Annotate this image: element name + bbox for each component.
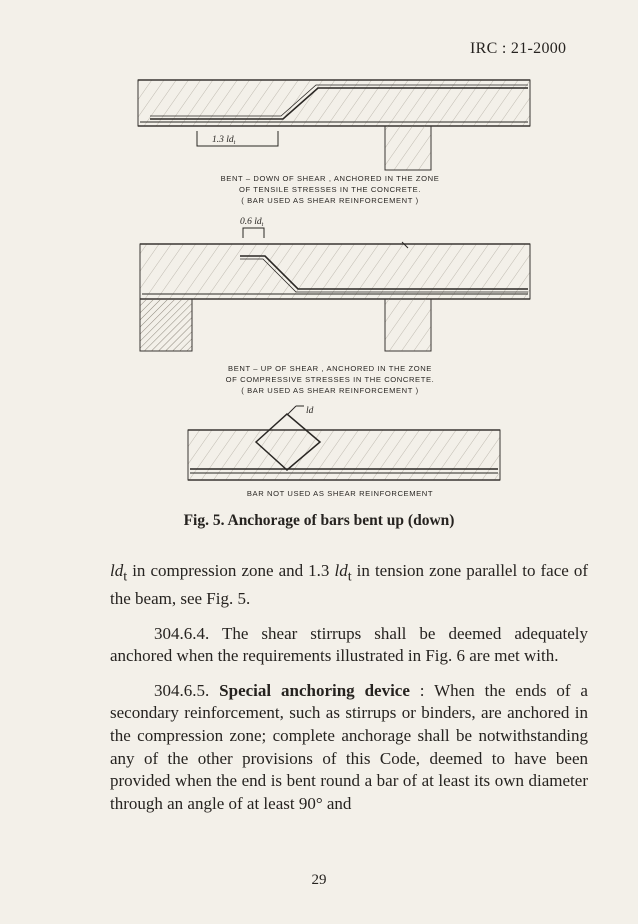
paragraph-1: $ld_t$ in compression zone and 1.3 $ld_t$ in tension zone parallel to face of the beam, see Fig. 5. bbox=[110, 561, 588, 608]
figure-title: Fig. 5. Anchorage of bars bent up (down) bbox=[183, 512, 455, 529]
caption-diagram-2: BENT – UP OF SHEAR , ANCHORED IN THE ZONE OF COMPRESSIVE STRESSES IN THE CONCRETE. ( BAR USED AS SHEAR REINFORCEMENT ) bbox=[225, 364, 435, 395]
dim-bracket-1 bbox=[197, 131, 278, 146]
paragraph-304-6-5: 304.6.5. Special anchoring device : When the ends of a secondary reinforcement, such as stirrups or binders, are anchored in the compression zone; complete anchorage shall be notwithstanding any of the other provisions of this Code, deemed to have been provided when the end is bent round a bar of at least its own diameter through an angle of at least 90° and bbox=[110, 680, 588, 813]
diagram-bent-up bbox=[140, 217, 530, 351]
diagram-not-shear bbox=[188, 406, 500, 480]
caption-diagram-3: BAR NOT USED AS SHEAR REINFORCEMENT bbox=[246, 489, 434, 498]
paragraph-304-6-4: 304.6.4. The shear stirrups shall be deemed adequately anchored when the requirements illustrated in Fig. 6 are met with. bbox=[110, 623, 588, 666]
body-text bbox=[110, 560, 588, 827]
dim-label-2: 0.6 ld bbox=[240, 217, 262, 227]
diagram-bent-down bbox=[138, 80, 530, 170]
beam-2 bbox=[140, 244, 530, 299]
support-2-left bbox=[140, 299, 192, 351]
dim-bracket-2 bbox=[243, 228, 264, 238]
support-1 bbox=[385, 126, 431, 170]
svg-text:0.6 ldt: 0.6 $ld_t$ bbox=[240, 217, 264, 228]
dim-label-1: 1.3 ld bbox=[212, 135, 234, 145]
svg-text:1.3 ldt: 1.3 $ld_t$ bbox=[212, 135, 236, 146]
page-number: 29 bbox=[311, 872, 327, 888]
document-code: IRC : 21-2000 bbox=[470, 40, 567, 57]
beam-3 bbox=[188, 430, 500, 480]
support-2-right bbox=[385, 299, 431, 351]
dim-label-3: ld bbox=[306, 406, 314, 416]
caption-diagram-1: BENT – DOWN OF SHEAR , ANCHORED IN THE ZONE OF TENSILE STRESSES IN THE CONCRETE. ( BAR USED AS SHEAR REINFORCEMENT ) bbox=[220, 174, 440, 205]
